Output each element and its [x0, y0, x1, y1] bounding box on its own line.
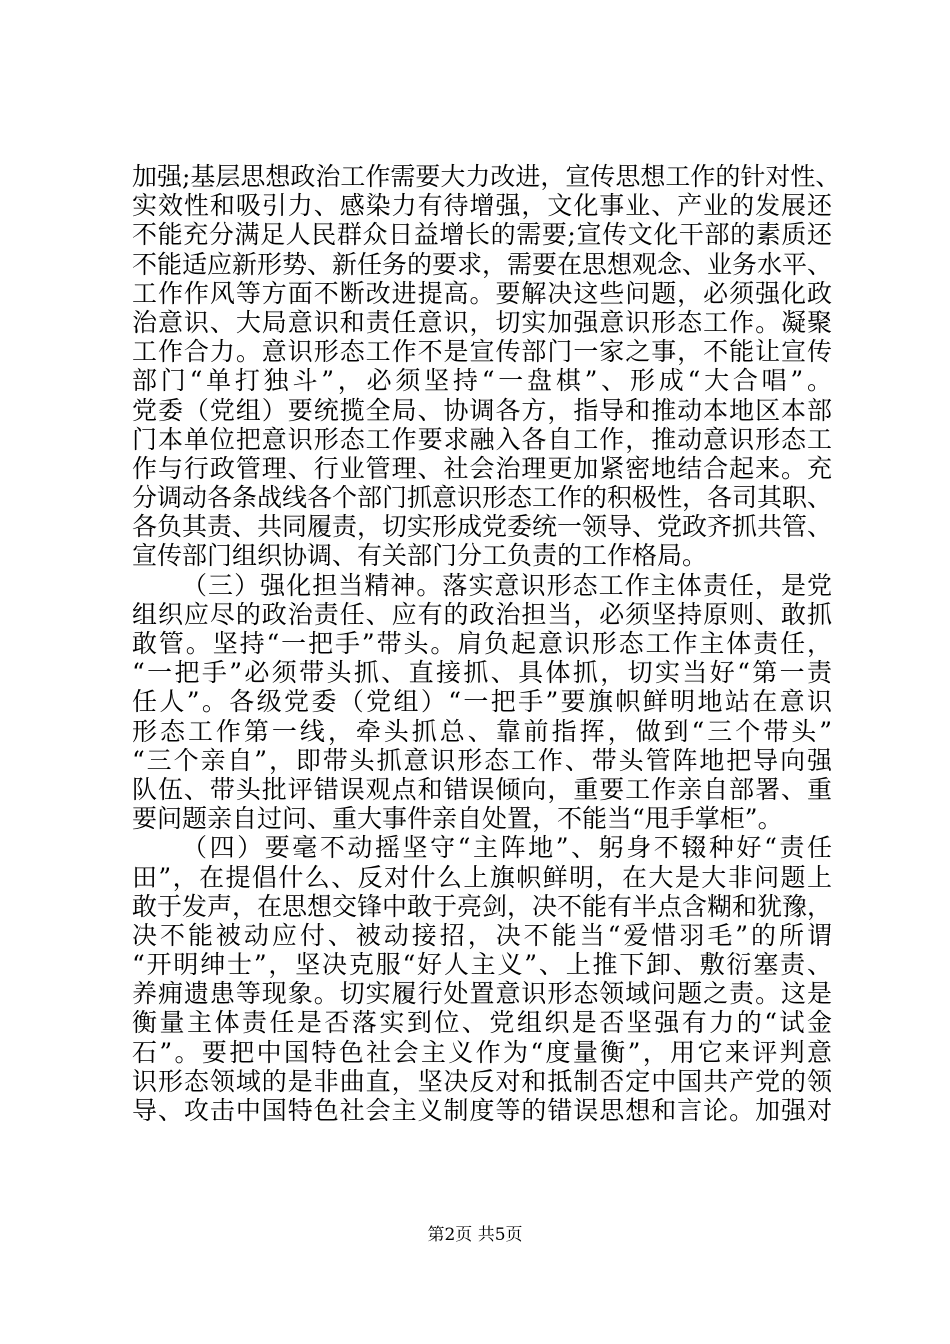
text-line: 队伍、带头批评错误观点和错误倾向，重要工作亲自部署、重: [132, 774, 832, 804]
paragraph-start-line: （四）要毫不动摇坚守“主阵地”、躬身不辍种好“责任: [182, 833, 832, 863]
text-line: 宣传部门组织协调、有关部门分工负责的工作格局。: [132, 541, 708, 571]
text-line: 不能适应新形势、新任务的要求，需要在思想观念、业务水平、: [132, 249, 833, 279]
text-line: 石”。要把中国特色社会主义作为“度量衡”，用它来评判意: [132, 1037, 832, 1067]
text-line: “一把手”必须带头抓、直接抓、具体抓，切实当好“第一责: [132, 658, 832, 688]
text-line: 形态工作第一线，牵头抓总、靠前指挥，做到“三个带头”: [132, 716, 832, 746]
page-number-footer: 第2页 共5页: [427, 1225, 523, 1245]
text-line: 党委（党组）要统揽全局、协调各方，指导和推动本地区本部: [132, 395, 832, 425]
text-line: 决不能被动应付、被动接招，决不能当“爱惜羽毛”的所谓: [132, 920, 832, 950]
text-line: 敢管。坚持“一把手”带头。肩负起意识形态工作主体责任，: [132, 629, 832, 658]
text-line: 导、攻击中国特色社会主义制度等的错误思想和言论。加强对: [132, 1096, 832, 1125]
text-line: 识形态领域的是非曲直，坚决反对和抵制否定中国共产党的领: [132, 1066, 832, 1096]
text-line: 工作合力。意识形态工作不是宣传部门一家之事，不能让宣传: [132, 337, 832, 367]
text-line: 分调动各条战线各个部门抓意识形态工作的积极性，各司其职、: [132, 483, 833, 513]
text-line: 组织应尽的政治责任、应有的政治担当，必须坚持原则、敢抓: [132, 599, 832, 629]
paragraph-start-line: （三）强化担当精神。落实意识形态工作主体责任，是党: [182, 570, 832, 600]
text-line: 衡量主体责任是否落实到位、党组织是否坚强有力的“试金: [132, 1008, 832, 1038]
text-line: 各负其责、共同履责，切实形成党委统一领导、党政齐抓共管、: [132, 512, 833, 542]
text-line: 部门“单打独斗”，必须坚持“一盘棋”、形成“大合唱”。: [132, 366, 832, 396]
text-line: 任人”。各级党委（党组）“一把手”要旗帜鲜明地站在意识: [132, 687, 832, 717]
text-line: “三个亲自”，即带头抓意识形态工作、带头管阵地把导向强: [132, 745, 832, 775]
document-body: [132, 162, 841, 1125]
text-line: 不能充分满足人民群众日益增长的需要;宣传文化干部的素质还: [132, 220, 832, 250]
text-line: 要问题亲自过问、重大事件亲自处置，不能当“甩手掌柜”。: [132, 804, 783, 834]
text-line: 田”，在提倡什么、反对什么上旗帜鲜明，在大是大非问题上: [132, 862, 832, 892]
text-line: 实效性和吸引力、感染力有待增强，文化事业、产业的发展还: [132, 191, 832, 221]
text-line: 作与行政管理、行业管理、社会治理更加紧密地结合起来。充: [132, 453, 832, 483]
text-line: 治意识、大局意识和责任意识，切实加强意识形态工作。凝聚: [132, 307, 832, 337]
text-line: “开明绅士”，坚决克服“好人主义”、上推下卸、敷衍塞责、: [132, 950, 832, 980]
text-line: 加强;基层思想政治工作需要大力改进，宣传思想工作的针对性、: [132, 162, 841, 191]
text-line: 养痈遗患等现象。切实履行处置意识形态领域问题之责。这是: [132, 979, 832, 1009]
text-line: 工作作风等方面不断改进提高。要解决这些问题，必须强化政: [132, 278, 832, 308]
text-line: 敢于发声，在思想交锋中敢于亮剑，决不能有半点含糊和犹豫，: [132, 891, 833, 921]
text-line: 门本单位把意识形态工作要求融入各自工作，推动意识形态工: [132, 424, 832, 454]
